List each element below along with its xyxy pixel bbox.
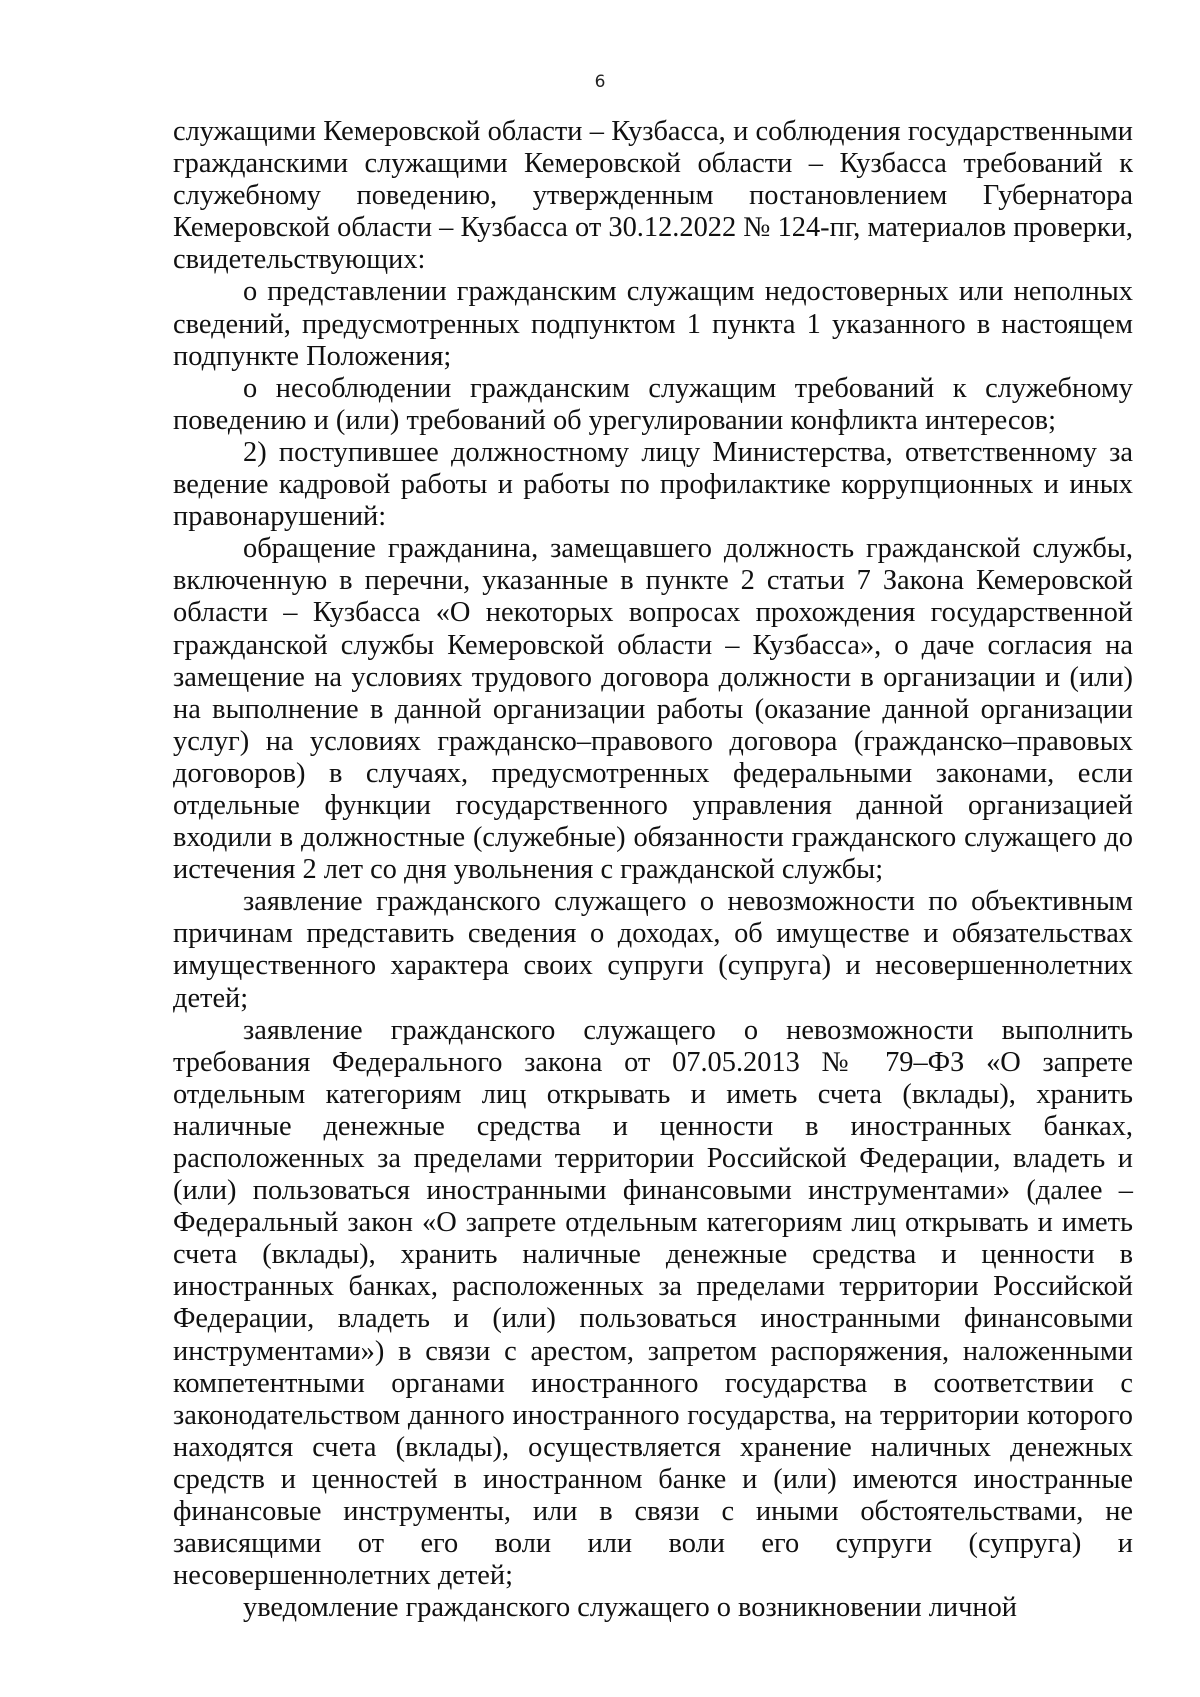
paragraph: заявление гражданского служащего о невозможности выполнить требования Федерального закона от 07.05.2013 № 79–ФЗ «О запрете отдельным категориям лиц открывать и иметь счета (вклады), хранить наличные денежные средства и ценности в иностранных банках, расположенных за пределами территории Российской Федерации, владеть и (или) пользоваться иностранными финансовыми инструментами» (далее – Федеральный закон «О запрете отдельным категориям лиц открывать и иметь счета (вклады), хранить наличные денежные средства и ценности в иностранных банках, расположенных за пределами территории Российской Федерации, владеть и (или) пользоваться иностранными финансовыми инструментами») в связи с арестом, запретом распоряжения, наложенными компетентными органами иностранного государства в соответствии с законодательством данного иностранного государства, на территории которого находятся счета (вклады), осуществляется хранение наличных денежных средств и ценностей в иностранном банке и (или) имеются иностранные финансовые инструменты, или в связи с иными обстоятельствами, не зависящими от его воли или воли его супруги (супруга) и несовершеннолетних детей; bbox=[173, 1014, 1133, 1592]
paragraph: 2) поступившее должностному лицу Министерства, ответственному за ведение кадровой работы и работы по профилактике коррупционных и иных правонарушений: bbox=[173, 436, 1133, 533]
paragraph: заявление гражданского служащего о невозможности по объективным причинам представить сведения о доходах, об имуществе и обязательствах имущественного характера своих супруги (супруга) и несовершеннолетних детей; bbox=[173, 886, 1133, 1014]
paragraph: о представлении гражданским служащим недостоверных или неполных сведений, предусмотренных подпунктом 1 пункта 1 указанного в настоящем подпункте Положения; bbox=[173, 276, 1133, 372]
paragraph: уведомление гражданского служащего о возникновении личной bbox=[243, 1592, 1017, 1624]
document-body bbox=[173, 116, 1133, 1624]
paragraph: служащими Кемеровской области – Кузбасса, и соблюдения государственными гражданскими служащими Кемеровской области – Кузбасса требований к служебному поведению, утвержденным постановлением Губернатора Кемеровской области – Кузбасса от 30.12.2022 № 124-пг, материалов проверки, свидетельствующих: bbox=[173, 116, 1133, 276]
page-number: 6 bbox=[594, 72, 606, 92]
paragraph: о несоблюдении гражданским служащим требований к служебному поведению и (или) требований об урегулировании конфликта интересов; bbox=[173, 372, 1133, 436]
paragraph: обращение гражданина, замещавшего должность гражданской службы, включенную в перечни, указанные в пункте 2 статьи 7 Закона Кемеровской области – Кузбасса «О некоторых вопросах прохождения государственной гражданской службы Кемеровской области – Кузбасса», о даче согласия на замещение на условиях трудового договора должности в организации и (или) на выполнение в данной организации работы (оказание данной организации услуг) на условиях гражданско–правового договора (гражданско–правовых договоров) в случаях, предусмотренных федеральными законами, если отдельные функции государственного управления данной организацией входили в должностные (служебные) обязанности гражданского служащего до истечения 2 лет со дня увольнения с гражданской службы; bbox=[173, 533, 1133, 886]
